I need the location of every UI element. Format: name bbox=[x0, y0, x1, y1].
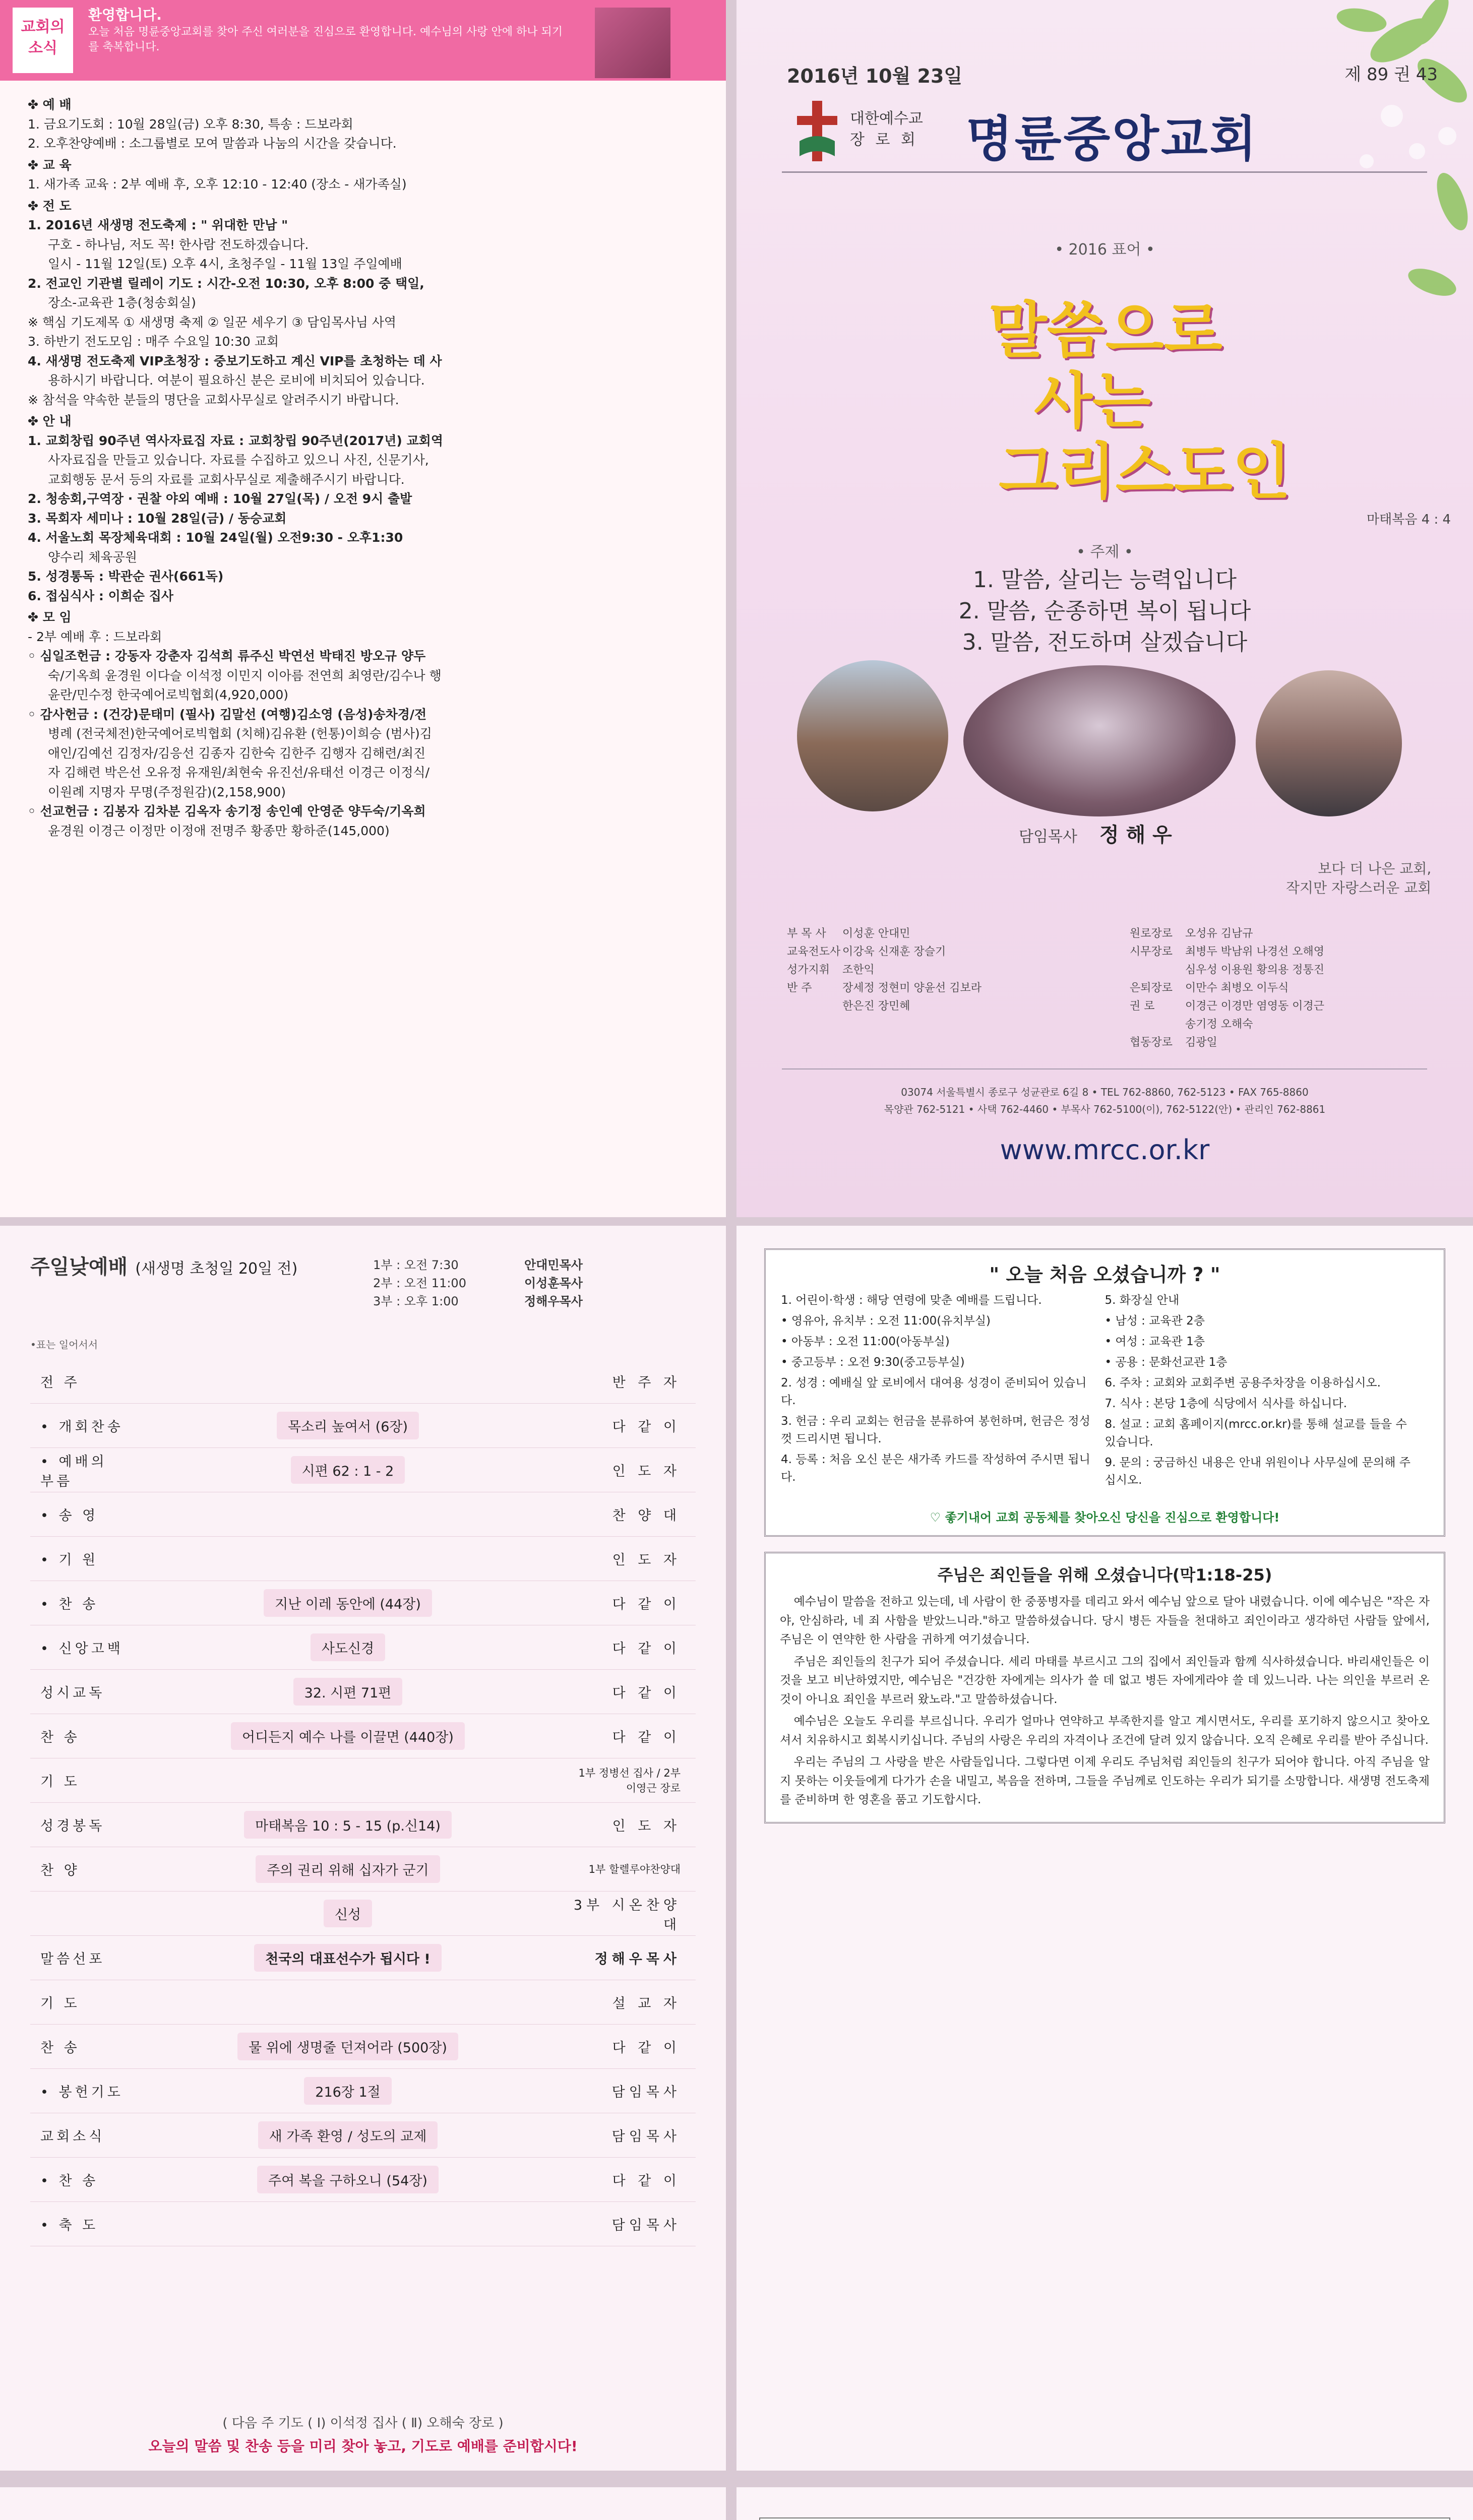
worship-order-item: • 축 도 bbox=[40, 2218, 99, 2233]
worship-order-row bbox=[30, 1847, 696, 1892]
worship-order-leader: 1부 할렐루야찬양대 bbox=[588, 1863, 681, 1875]
news-line: 2. 청송회,구역장 · 권찰 야외 예배 : 10월 27일(목) / 오전 9시 출발 bbox=[28, 491, 412, 506]
newcomer-item: 3. 헌금 : 우리 교회는 헌금을 분류하여 봉헌하며, 헌금은 정성껏 드리시면 됩니다. bbox=[781, 1415, 1090, 1445]
pastor-name: 정 해 우 bbox=[1099, 824, 1172, 847]
gutter-horizontal-2 bbox=[0, 2471, 1473, 2487]
service-leader: 이성훈목사 bbox=[524, 1276, 583, 1290]
news-section-heading: ✤ 모 임 bbox=[28, 610, 72, 624]
order-of-worship bbox=[30, 1359, 696, 2246]
motto-title-line3: 그리스도인 bbox=[999, 437, 1291, 507]
welcome-text: 오늘 처음 명륜중앙교회를 찾아 주신 여러분을 진심으로 환영합니다. 예수님의 사랑 안에 하나 되기를 축복합니다. bbox=[88, 26, 563, 53]
news-line: 2. 오후찬양예배 : 소그룹별로 모여 말씀과 나눔의 시간을 갖습니다. bbox=[28, 136, 397, 151]
worship-order-row bbox=[30, 1448, 696, 1492]
leader-row bbox=[787, 943, 981, 961]
newcomer-item: 2. 성경 : 예배실 앞 로비에서 대여용 성경이 준비되어 있습니다. bbox=[781, 1376, 1087, 1407]
news-line: 교회행동 문서 등의 자료를 교회사무실로 제출해주시기 바랍니다. bbox=[48, 472, 405, 487]
worship-order-leader: 담임목사 bbox=[611, 2129, 681, 2145]
news-line: 2. 전교인 기관별 릴레이 기도 : 시간-오전 10:30, 오후 8:00 중 택일, bbox=[28, 276, 424, 291]
newcomer-item: 5. 화장실 안내 bbox=[1104, 1294, 1180, 1307]
sermon-box bbox=[764, 1552, 1445, 1823]
worship-order-content-text: 신성 bbox=[324, 1900, 372, 1927]
news-line: 애인/김예선 김정자/김응선 김종자 김한숙 김한주 김행자 김해련/최진 bbox=[48, 745, 426, 761]
worship-order-leader: 다 같 이 bbox=[612, 1419, 681, 1435]
worship-order-content bbox=[126, 1722, 570, 1750]
worship-order-leader: 다 같 이 bbox=[612, 1597, 681, 1612]
newcomer-right-col bbox=[1105, 1292, 1429, 1492]
news-section-heading: ✤ 예 배 bbox=[28, 97, 72, 112]
church-name: 명륜중앙교회 bbox=[966, 111, 1259, 167]
leader-role: 반 주 bbox=[787, 982, 812, 994]
service-time-row bbox=[373, 1292, 583, 1310]
vision-line1: 보다 더 나은 교회, bbox=[1318, 860, 1432, 877]
newcomer-welcome-note: ♡ 좋기내어 교회 공동체를 찾아오신 당신을 진심으로 환영합니다! bbox=[930, 1510, 1280, 1525]
leader-role: 성가지휘 bbox=[787, 964, 830, 976]
worship-order-leader: 1부 정병선 집사 / 2부 이영근 장로 bbox=[578, 1767, 681, 1794]
preparation-call: 오늘의 말씀 및 찬송 등을 미리 찾아 놓고, 기도로 예배를 준비합시다! bbox=[148, 2438, 578, 2454]
worship-order-content-text: 시편 62 : 1 - 2 bbox=[291, 1456, 405, 1484]
worship-order-row bbox=[30, 1980, 696, 2025]
newcomer-item: • 아동부 : 오전 11:00(아동부실) bbox=[781, 1335, 950, 1348]
news-line: 3. 목회자 세미나 : 10월 28일(금) / 동승교회 bbox=[28, 511, 287, 526]
leader-role: 은퇴장로 bbox=[1130, 982, 1173, 994]
newcomer-item: • 영유아, 유치부 : 오전 11:00(유치부실) bbox=[781, 1314, 991, 1328]
worship-order-content bbox=[126, 2121, 570, 2149]
worship-order-row bbox=[30, 2069, 696, 2113]
worship-order-leader: 반 주 자 bbox=[612, 1375, 681, 1391]
bulletin-cover bbox=[736, 0, 1473, 1217]
service-time: 1부 : 오전 7:30 bbox=[373, 1258, 459, 1272]
worship-order-content-text: 32. 시편 71편 bbox=[293, 1678, 403, 1706]
theme-item: 3. 말씀, 전도하며 살겠습니다 bbox=[962, 629, 1248, 655]
leader-row bbox=[787, 925, 981, 943]
church-interior-photo bbox=[1256, 670, 1402, 816]
sermon-title: 주님은 죄인들을 위해 오셨습니다(막1:18-25) bbox=[937, 1565, 1272, 1585]
afternoon-and-wednesday-panel bbox=[0, 2487, 726, 2520]
news-section-heading: ✤ 안 내 bbox=[28, 414, 72, 428]
leader-row bbox=[787, 997, 981, 1016]
motto-title-line1: 말씀으로 bbox=[989, 296, 1222, 366]
newcomer-title: " 오늘 처음 오셨습니까 ? " bbox=[989, 1264, 1220, 1286]
worship-order-leader: 찬 양 대 bbox=[612, 1508, 681, 1524]
worship-order-row bbox=[30, 1803, 696, 1847]
church-website: www.mrcc.or.kr bbox=[1000, 1134, 1210, 1166]
sunday-worship-subtitle: (새생명 초청일 20일 전) bbox=[135, 1260, 298, 1278]
news-line: 사자료집을 만들고 있습니다. 자료를 수집하고 있으니 사진, 신문기사, bbox=[48, 453, 429, 467]
church-news-panel bbox=[0, 0, 726, 1217]
welcome-and-sermon-panel bbox=[736, 1226, 1473, 2471]
worship-order-item: 말씀선포 bbox=[40, 1951, 105, 1967]
church-vision bbox=[1286, 859, 1431, 898]
news-line: 1. 금요기도회 : 10월 28일(금) 오후 8:30, 특송 : 드보라회 bbox=[28, 116, 353, 132]
leader-row bbox=[1130, 979, 1324, 997]
service-leader: 안대민목사 bbox=[524, 1258, 583, 1272]
worship-order-leader: 다 같 이 bbox=[612, 2173, 681, 2189]
worship-order-content bbox=[126, 1412, 570, 1439]
worship-order-content-text: 마태복음 10 : 5 - 15 (p.신14) bbox=[244, 1811, 452, 1839]
worship-order-content bbox=[126, 1811, 570, 1839]
news-header-photo bbox=[595, 8, 670, 78]
news-line: 용하시기 바랍니다. 여분이 필요하신 분은 로비에 비치되어 있습니다. bbox=[48, 373, 425, 388]
vision-line2: 작지만 자랑스러운 교회 bbox=[1286, 879, 1432, 896]
worship-order-row bbox=[30, 2113, 696, 2158]
calendar-box bbox=[759, 2517, 1450, 2520]
worship-order-row bbox=[30, 1492, 696, 1537]
worship-order-content bbox=[126, 2077, 570, 2105]
worship-order-row bbox=[30, 1359, 696, 1404]
leader-names: 최병두 박남위 나경선 오해영 bbox=[1185, 946, 1325, 958]
newcomer-box bbox=[764, 1248, 1445, 1537]
service-time-row bbox=[373, 1256, 583, 1274]
worship-order-leader: 다 같 이 bbox=[612, 1685, 681, 1701]
news-line: 구호 - 하나님, 저도 꼭! 한사람 전도하겠습니다. bbox=[48, 237, 309, 252]
church-building-photo bbox=[797, 660, 948, 811]
news-line: - 2부 예배 후 : 드보라회 bbox=[28, 629, 162, 644]
news-line: ◦ 선교헌금 : 김봉자 김차분 김옥자 송기정 송인예 안영준 양두숙/기옥희 bbox=[28, 804, 426, 818]
news-line: ※ 핵심 기도제목 ① 새생명 축제 ② 일꾼 세우기 ③ 담임목사님 사역 bbox=[28, 314, 397, 330]
cover-divider-bottom bbox=[782, 1068, 1427, 1069]
news-line: ◦ 심일조헌금 : 강동자 강춘자 김석희 류주신 박연선 박태진 방오규 양두 bbox=[28, 649, 426, 663]
newcomer-item: • 남성 : 교육관 2층 bbox=[1104, 1314, 1205, 1328]
sunday-worship-panel bbox=[0, 1226, 726, 2471]
newcomer-item: 9. 문의 : 궁금하신 내용은 안내 위원이나 사무실에 문의해 주십시오. bbox=[1104, 1456, 1411, 1487]
worship-order-item: 성시교독 bbox=[40, 1685, 105, 1701]
worship-order-item: 성경봉독 bbox=[40, 1818, 105, 1834]
worship-order-item: 찬 양 bbox=[40, 1863, 80, 1878]
news-line: 4. 새생명 전도축제 VIP초청장 : 중보기도하고 계신 VIP를 초청하는 데 사 bbox=[28, 353, 442, 368]
service-time-row bbox=[373, 1274, 583, 1292]
theme-item: 2. 말씀, 순종하면 복이 됩니다 bbox=[958, 598, 1251, 624]
worship-order-content-text: 주의 권리 위해 십자가 군기 bbox=[256, 1855, 440, 1883]
leader-row bbox=[1130, 1016, 1324, 1034]
news-line: 장소-교육관 1층(청송회실) bbox=[48, 295, 196, 310]
worship-order-item: 찬 송 bbox=[40, 2040, 80, 2056]
worship-order-content-text: 어디든지 예수 나를 이끌면 (440장) bbox=[231, 1722, 465, 1750]
worship-order-content bbox=[126, 1855, 570, 1883]
leader-role: 교육전도사 bbox=[787, 946, 841, 958]
cross-logo-icon bbox=[794, 101, 840, 161]
sermon-paragraph: 우리는 주님의 그 사랑을 받은 사람들입니다. 그렇다면 이제 우리도 주님처럼 죄인들의 친구가 되어야 합니다. 아직 주님을 알지 못하는 이웃들에게 다가가 손을 내밀고, 복음을 전하며, 그들을 주님께로 인도하는 우리가 되기를 소망합니다. 새생명 전도축제를 준비하며 한 영혼을 품고 기도합시다. bbox=[780, 1755, 1430, 1806]
newcomer-columns bbox=[766, 1292, 1444, 1502]
leader-row bbox=[1130, 925, 1324, 943]
leader-names: 이경근 이경만 염영동 이경근 bbox=[1185, 1000, 1325, 1013]
news-line: 일시 - 11월 12일(토) 오후 4시, 초청주일 - 11월 13일 주일예배 bbox=[48, 257, 402, 271]
worship-order-content-text: 목소리 높여서 (6장) bbox=[277, 1412, 419, 1439]
news-header-tag bbox=[13, 8, 73, 73]
newcomer-item: • 중고등부 : 오전 9:30(중고등부실) bbox=[781, 1356, 965, 1369]
news-header-tag-text: 교회의 소식 bbox=[21, 18, 65, 57]
news-line: 양수리 체육공원 bbox=[48, 549, 137, 564]
worship-order-leader: 다 같 이 bbox=[612, 1730, 681, 1745]
news-line: 3. 하반기 전도모임 : 매주 수요일 10:30 교회 bbox=[28, 334, 279, 349]
theme-label: • 주제 • bbox=[1076, 543, 1133, 561]
leader-names: 심우성 이용원 황의용 정통진 bbox=[1185, 964, 1325, 976]
leader-row bbox=[1130, 1034, 1324, 1052]
news-line: 숙/기옥희 윤경원 이다슬 이석정 이민지 이아름 전연희 최영란/김수나 행 bbox=[48, 668, 442, 683]
worship-order-content-text: 사도신경 bbox=[311, 1633, 385, 1661]
worship-order-leader: 담임목사 bbox=[611, 2218, 681, 2233]
worship-order-leader: 인 도 자 bbox=[612, 1818, 681, 1834]
next-week-prayer: ( 다음 주 기도 ( Ⅰ) 이석정 집사 ( Ⅱ) 오해숙 장로 ) bbox=[222, 2416, 504, 2431]
worship-order-content bbox=[126, 2033, 570, 2060]
cover-divider bbox=[782, 171, 1427, 173]
worship-order-item: 전 주 bbox=[40, 1375, 80, 1391]
leader-names: 조한익 bbox=[842, 964, 875, 976]
worship-order-content bbox=[126, 1900, 570, 1927]
news-line: 1. 2016년 새생명 전도축제 : " 위대한 만남 " bbox=[28, 218, 288, 232]
worship-order-item: • 개회찬송 bbox=[40, 1419, 124, 1435]
worship-order-item: • 찬 송 bbox=[40, 1597, 99, 1612]
pastor-label: 담임목사 bbox=[1019, 828, 1077, 846]
news-body bbox=[28, 93, 693, 841]
leader-row bbox=[787, 961, 981, 979]
worship-order-leader: 설 교 자 bbox=[612, 1996, 681, 2011]
service-times bbox=[373, 1256, 583, 1310]
news-line: 윤란/민수정 한국예어로빅협회(4,920,000) bbox=[48, 687, 289, 702]
news-line: 1. 교회창립 90주년 역사자료집 자료 : 교회창립 90주년(2017년) 교회역 bbox=[28, 433, 443, 448]
worship-order-row bbox=[30, 1537, 696, 1581]
worship-order-row bbox=[30, 1714, 696, 1758]
worship-order-content-text: 주여 복을 구하오니 (54장) bbox=[257, 2166, 439, 2193]
gutter-horizontal-1 bbox=[0, 1217, 1473, 1226]
denomination-line2: 장 로 회 bbox=[850, 131, 919, 149]
worship-order-item: • 찬 송 bbox=[40, 2173, 99, 2189]
gutter-vertical bbox=[726, 0, 736, 2520]
congregation-photo bbox=[963, 665, 1236, 816]
newcomer-item: • 여성 : 교육관 1층 bbox=[1104, 1335, 1205, 1348]
theme-item: 1. 말씀, 살리는 능력입니다 bbox=[973, 567, 1237, 593]
worship-order-item: • 신앙고백 bbox=[40, 1641, 124, 1657]
newcomer-item: 1. 어린이·학생 : 해당 연령에 맞춘 예배를 드립니다. bbox=[781, 1294, 1042, 1307]
worship-order-content bbox=[126, 1589, 570, 1617]
worship-order-row bbox=[30, 1625, 696, 1670]
leader-names: 송기정 오해숙 bbox=[1185, 1018, 1253, 1031]
worship-order-row bbox=[30, 1404, 696, 1448]
worship-order-item: • 예배의 부름 bbox=[40, 1454, 107, 1489]
newcomer-item: 6. 주차 : 교회와 교회주변 공용주차장을 이용하십시오. bbox=[1104, 1376, 1381, 1390]
news-line: 병례 (전국체전)한국예어로빅협회 (치해)김유환 (헌통)이희승 (범사)김 bbox=[48, 726, 432, 741]
sermon-paragraph: 주님은 죄인들의 친구가 되어 주셨습니다. 세리 마태를 부르시고 그의 집에서 죄인들과 함께 식사하셨습니다. 바리새인들은 이것을 보고 비난하였지만, 예수님은 "건강한 자에게는 의사가 쓸 데 없고 병든 자에게라야 쓸 데 있느니라. 나는 의인을 부르러 온 것이 아니요 죄인을 부르러 왔노라."고 말씀하셨습니다. bbox=[780, 1655, 1430, 1706]
news-line: 이원례 지명자 무명(주정원감)(2,158,900) bbox=[48, 784, 286, 799]
worship-order-leader: 담임목사 bbox=[611, 2085, 681, 2100]
standing-note: •표는 일어서서 bbox=[30, 1339, 98, 1351]
leader-names: 이만수 최병오 이두식 bbox=[1185, 982, 1289, 994]
service-time: 3부 : 오후 1:00 bbox=[373, 1294, 459, 1308]
address-line: 03074 서울특별시 종로구 성균관로 6길 8 • TEL 762-8860, 762-5123 • FAX 765-8860 bbox=[901, 1086, 1309, 1098]
leader-row bbox=[1130, 961, 1324, 979]
motto-title-line2: 사는 bbox=[1034, 366, 1151, 436]
news-line: 5. 성경통독 : 박관순 권사(661독) bbox=[28, 569, 224, 584]
phone-line: 목양관 762-5121 • 사택 762-4460 • 부목사 762-5100(이), 762-5122(안) • 관리인 762-8861 bbox=[884, 1103, 1326, 1115]
worship-order-leader: 다 같 이 bbox=[612, 1641, 681, 1657]
leader-names: 오성유 김남규 bbox=[1185, 927, 1253, 940]
leader-names: 한은진 장민혜 bbox=[842, 1000, 910, 1013]
news-line: ※ 참석을 약속한 분들의 명단을 교회사무실로 알려주시기 바랍니다. bbox=[28, 392, 399, 407]
news-line: ◦ 감사헌금 : (건강)문태미 (필사) 김말선 (여행)김소영 (음성)송차경/전 bbox=[28, 707, 427, 722]
news-line: 6. 접심식사 : 이희순 집사 bbox=[28, 588, 174, 603]
worship-order-leader: 인 도 자 bbox=[612, 1552, 681, 1568]
worship-order-item: 기 도 bbox=[40, 1774, 80, 1790]
leader-names: 장세정 정현미 양윤선 김보라 bbox=[842, 982, 982, 994]
motto-verse: 마태복음 4 : 4 bbox=[1367, 512, 1451, 527]
leader-names: 이성훈 안대민 bbox=[842, 927, 910, 940]
sermon-paragraph: 예수님은 오늘도 우리를 부르십니다. 우리가 얼마나 연약하고 부족한지를 알고 계시면서도, 우리를 포기하지 않으시고 찾아오셔서 치유하시고 회복시키십니다. 주님의 사랑은 우리의 자격이나 조건에 달려 있지 않습니다. 오직 은혜로 우리를 받아 주십니다. bbox=[780, 1715, 1430, 1747]
welcome-block bbox=[88, 8, 572, 55]
welcome-title: 환영합니다. bbox=[88, 7, 162, 23]
leader-row bbox=[787, 979, 981, 997]
worship-order-row bbox=[30, 1936, 696, 1980]
sunday-worship-title: 주일낮예배 bbox=[30, 1255, 128, 1279]
worship-order-leader: 다 같 이 bbox=[612, 2040, 681, 2056]
worship-order-item: 기 도 bbox=[40, 1996, 80, 2011]
news-line: 1. 새가족 교육 : 2부 예배 후, 오후 12:10 - 12:40 (장소 - 새가족실) bbox=[28, 177, 407, 192]
leader-row bbox=[1130, 943, 1324, 961]
worship-order-content-text: 물 위에 생명줄 던져어라 (500장) bbox=[237, 2033, 458, 2060]
leader-names: 이강욱 신재훈 장슬기 bbox=[842, 946, 946, 958]
worship-order-row bbox=[30, 2202, 696, 2246]
worship-order-content bbox=[126, 1678, 570, 1706]
worship-order-content bbox=[126, 2166, 570, 2193]
worship-order-leader: 정해우목사 bbox=[594, 1951, 681, 1967]
year-motto-label: • 2016 표어 • bbox=[1055, 241, 1155, 259]
worship-order-content-text: 216장 1절 bbox=[304, 2077, 391, 2105]
worship-order-item: • 기 원 bbox=[40, 1552, 99, 1568]
leaders-right bbox=[1130, 925, 1324, 1052]
worship-order-item: 찬 송 bbox=[40, 1730, 80, 1745]
leader-role: 권 로 bbox=[1130, 1000, 1155, 1013]
worship-order-content-text: 천국의 대표선수가 됩시다 ! bbox=[254, 1944, 441, 1972]
theme-list bbox=[736, 564, 1473, 658]
worship-order-row bbox=[30, 1581, 696, 1625]
news-section-heading: ✤ 전 도 bbox=[28, 198, 72, 213]
leader-role: 협동장로 bbox=[1130, 1036, 1173, 1049]
news-line: 윤경원 이경근 이정만 이정애 전명주 황종만 황하준(145,000) bbox=[48, 823, 390, 838]
leader-role: 부 목 사 bbox=[787, 927, 826, 940]
worship-order-content bbox=[126, 1633, 570, 1661]
newcomer-item: 8. 설교 : 교회 홈페이지(mrcc.or.kr)를 통해 설교를 들을 수 있습니다. bbox=[1104, 1418, 1407, 1448]
worship-order-item: • 송 영 bbox=[40, 1508, 99, 1524]
worship-order-leader: 인 도 자 bbox=[612, 1464, 681, 1479]
worship-order-row bbox=[30, 2158, 696, 2202]
pastoral-calendar-panel bbox=[736, 2487, 1473, 2520]
worship-order-content-text: 새 가족 환영 / 성도의 교제 bbox=[258, 2121, 438, 2149]
cover-date: 2016년 10월 23일 bbox=[787, 65, 963, 87]
worship-order-row bbox=[30, 2025, 696, 2069]
worship-order-row bbox=[30, 1670, 696, 1714]
worship-order-row bbox=[30, 1758, 696, 1803]
leader-role: 원로장로 bbox=[1130, 927, 1173, 940]
service-leader: 정해우목사 bbox=[524, 1294, 583, 1308]
denomination bbox=[850, 108, 923, 151]
service-time: 2부 : 오전 11:00 bbox=[373, 1276, 466, 1290]
newcomer-item: • 공용 : 문화선교관 1층 bbox=[1104, 1356, 1227, 1369]
sunday-title-row bbox=[30, 1251, 696, 1280]
worship-order-item: • 봉헌기도 bbox=[40, 2085, 124, 2100]
denomination-line1: 대한예수교 bbox=[850, 110, 923, 128]
worship-order-row bbox=[30, 1892, 696, 1936]
worship-order-leader: 3부 시온찬양대 bbox=[573, 1897, 681, 1933]
newcomer-item: 4. 등록 : 처음 오신 분은 새가족 카드를 작성하여 주시면 됩니다. bbox=[781, 1453, 1090, 1484]
news-line: 4. 서울노회 목장체육대회 : 10월 24일(월) 오전9:30 - 오후1:30 bbox=[28, 530, 403, 545]
leaders-left bbox=[787, 925, 981, 1016]
newcomer-left-col bbox=[781, 1292, 1105, 1492]
worship-order-content bbox=[126, 1456, 570, 1484]
sermon-paragraph: 예수님이 말씀을 전하고 있는데, 네 사람이 한 중풍병자를 데리고 와서 예수님 앞으로 달아 내렸습니다. 이에 예수님은 "작은 자야, 안심하라, 네 죄 사함을 받았느니라."하고 말씀하셨습니다. 당시 병든 자들을 천대하고 죄인이라고 생각하던 사람들 앞에서, 주님은 이 연약한 한 사람을 귀하게 여기셨습니다. bbox=[780, 1595, 1430, 1646]
news-header-band bbox=[0, 0, 726, 81]
worship-order-content-text: 지난 이레 동안에 (44장) bbox=[264, 1589, 432, 1617]
worship-order-content bbox=[126, 1944, 570, 1972]
news-line: 자 김해련 박은선 오유정 유재원/최현숙 유진선/유태선 이경근 이정식/ bbox=[48, 765, 430, 780]
leader-names: 김광일 bbox=[1185, 1036, 1217, 1049]
newcomer-item: 7. 식사 : 본당 1층에 식당에서 식사를 하십니다. bbox=[1104, 1397, 1347, 1410]
church-address bbox=[736, 1084, 1473, 1118]
leader-role: 시무장로 bbox=[1130, 946, 1173, 958]
worship-order-item: 교회소식 bbox=[40, 2129, 105, 2145]
flower-decoration-icon bbox=[1360, 105, 1456, 168]
leader-row bbox=[1130, 997, 1324, 1016]
news-section-heading: ✤ 교 육 bbox=[28, 157, 72, 172]
cover-volume: 제 89 권 43 bbox=[1344, 65, 1438, 85]
sermon-text bbox=[780, 1593, 1430, 1810]
